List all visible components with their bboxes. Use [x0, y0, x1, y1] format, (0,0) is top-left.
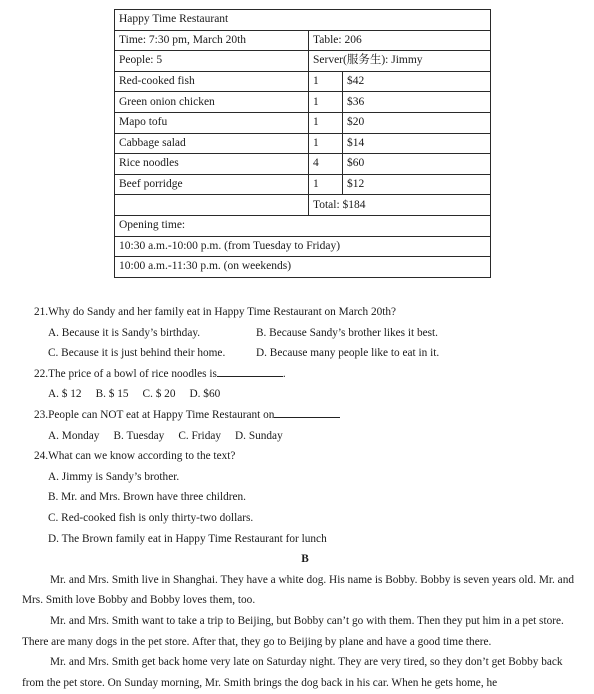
item-price: $20	[343, 112, 491, 133]
receipt-item-row	[115, 154, 491, 175]
passage-paragraph: Mr. and Mrs. Smith live in Shanghai. They have a white dog. His name is Bobby. Bobby is seven years old. Mr. and Mrs. Smith love Bobby and Bobby loves them, too.	[22, 573, 574, 607]
hours-row	[115, 257, 491, 278]
item-name: Mapo tofu	[115, 112, 309, 133]
option-d: D. The Brown family eat in Happy Time Restaurant for lunch	[48, 532, 327, 545]
receipt-item-row	[115, 133, 491, 154]
receipt-item-row	[115, 71, 491, 92]
item-name: Cabbage salad	[115, 133, 309, 154]
option-a: A. Because it is Sandy’s birthday.	[48, 326, 201, 339]
question-24: 24.What can we know according to the text?	[34, 450, 236, 463]
answer-blank	[217, 364, 283, 377]
hours-row	[115, 236, 491, 257]
item-qty: 1	[309, 92, 343, 113]
passage-paragraph: Mr. and Mrs. Smith get back home very late on Saturday night. They are very tired, so they don’t get Bobby back from the pet store. On Sunday morning, Mr. Smith brings the dog back in his car. When he gets home, he	[22, 656, 563, 689]
receipt-header-row	[115, 10, 491, 31]
opening-label: Opening time:	[115, 215, 491, 236]
item-price: $42	[343, 71, 491, 92]
passage-paragraph: Mr. and Mrs. Smith want to take a trip to Beijing, but Bobby can’t go with them. Then they put him in a pet store. There are many dogs in the pet store. After that, they go to Beijing by plane and have a good time there.	[22, 614, 564, 648]
option-c: C. Because it is just behind their home.	[48, 347, 226, 360]
receipt-table-number: Table: 206	[309, 30, 491, 51]
restaurant-name: Happy Time Restaurant	[115, 10, 491, 31]
question-23-options	[34, 426, 586, 447]
receipt-server: Server(服务生): Jimmy	[309, 51, 491, 72]
item-price: $14	[343, 133, 491, 154]
question-22: 22.The price of a bowl of rice noodles is .	[34, 364, 586, 385]
item-qty: 1	[309, 174, 343, 195]
option-a: A. Monday	[48, 429, 100, 442]
receipt-item-row	[115, 174, 491, 195]
option-d: D. Because many people like to eat in it.	[256, 347, 440, 360]
answer-blank	[274, 405, 340, 418]
question-21-options-2	[34, 343, 586, 364]
option-b: B. Mr. and Mrs. Brown have three children.	[48, 491, 246, 504]
option-c: C. Red-cooked fish is only thirty-two dollars.	[48, 511, 254, 524]
receipt-time: Time: 7:30 pm, March 20th	[115, 30, 309, 51]
option-b: B. Tuesday	[113, 429, 165, 442]
item-qty: 1	[309, 133, 343, 154]
receipt-item-row	[115, 112, 491, 133]
item-price: $60	[343, 154, 491, 175]
question-23	[34, 405, 586, 426]
question-22-options	[34, 384, 586, 405]
option-b: B. $ 15	[95, 388, 129, 401]
item-name: Beef porridge	[115, 174, 309, 195]
item-name: Red-cooked fish	[115, 71, 309, 92]
option-c: C. $ 20	[142, 388, 176, 401]
section-b-title: B	[301, 553, 309, 566]
questions-section	[22, 302, 586, 693]
option-b: B. Because Sandy’s brother likes it best.	[256, 326, 438, 339]
question-21: 21.Why do Sandy and her family eat in Happy Time Restaurant on March 20th?	[34, 306, 397, 318]
hours-weekend: 10:00 a.m.-11:30 p.m. (on weekends)	[115, 257, 491, 278]
question-21-options-1	[34, 323, 586, 344]
receipt-table	[114, 9, 491, 278]
opening-label-row	[115, 215, 491, 236]
item-price: $12	[343, 174, 491, 195]
receipt-info-row	[115, 30, 491, 51]
question-22-stem: 22.The price of a bowl of rice noodles is	[34, 367, 217, 380]
item-name: Green onion chicken	[115, 92, 309, 113]
option-d: D. $60	[189, 388, 221, 401]
receipt-item-row	[115, 92, 491, 113]
hours-weekday: 10:30 a.m.-10:00 p.m. (from Tuesday to Friday)	[115, 236, 491, 257]
receipt-people: People: 5	[115, 51, 309, 72]
item-qty: 1	[309, 112, 343, 133]
option-a: A. Jimmy is Sandy’s brother.	[48, 470, 180, 483]
item-price: $36	[343, 92, 491, 113]
total-spacer	[115, 195, 309, 216]
receipt-total: Total: $184	[309, 195, 491, 216]
item-name: Rice noodles	[115, 154, 309, 175]
option-d: D. Sunday	[235, 429, 283, 442]
receipt-info-row	[115, 51, 491, 72]
item-qty: 4	[309, 154, 343, 175]
option-c: C. Friday	[178, 429, 222, 442]
item-qty: 1	[309, 71, 343, 92]
question-23-stem: 23.People can NOT eat at Happy Time Restaurant on	[34, 408, 275, 421]
option-a: A. $ 12	[48, 388, 82, 401]
receipt-total-row	[115, 195, 491, 216]
